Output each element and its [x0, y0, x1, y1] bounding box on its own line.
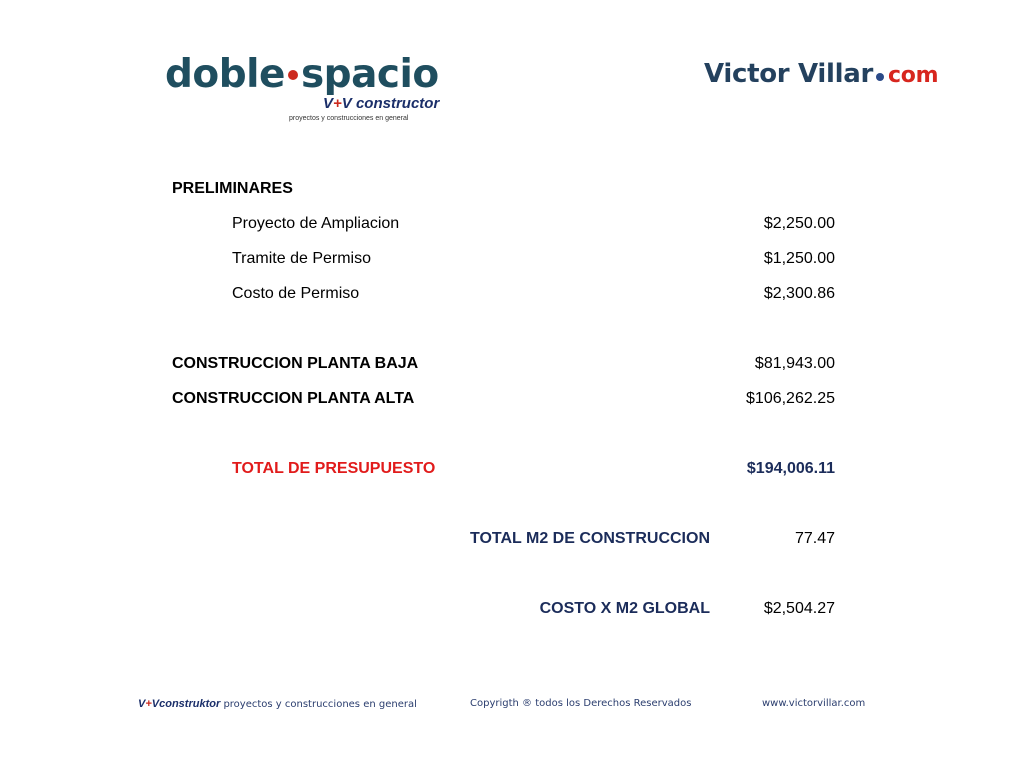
footer-brand [138, 697, 417, 712]
planta-baja-amount: $81,943.00 [754, 355, 835, 372]
planta-baja-label: CONSTRUCCION PLANTA BAJA [172, 355, 419, 372]
line-item-label: Proyecto de Ampliacion [232, 215, 400, 232]
line-item-amount: $1,250.00 [763, 250, 835, 267]
line-item-label: Tramite de Permiso [232, 250, 371, 267]
logo-dot-icon [288, 70, 298, 80]
footer-brand-logo: V+Vconstruktor [138, 698, 221, 710]
planta-alta-label: CONSTRUCCION PLANTA ALTA [172, 390, 415, 407]
doblespacio-wordmark: doble spacio [165, 52, 439, 97]
total-presupuesto-label: TOTAL DE PRESUPUESTO [232, 460, 436, 477]
total-m2-value: 77.47 [794, 530, 835, 547]
costo-m2-label: COSTO X M2 GLOBAL [539, 600, 710, 617]
total-presupuesto-amount: $194,006.11 [746, 460, 835, 477]
costo-m2-amount: $2,504.27 [763, 600, 835, 617]
preliminares-heading: PRELIMINARES [172, 180, 293, 197]
victorvillar-logo [704, 58, 939, 98]
line-item-amount: $2,300.86 [763, 285, 835, 302]
footer-website-link[interactable]: www.victorvillar.com [762, 698, 866, 709]
line-item-label: Costo de Permiso [232, 285, 360, 302]
footer-copyright: Copyrigth ® todos los Derechos Reservados [470, 698, 692, 709]
planta-alta-amount: $106,262.25 [746, 390, 835, 407]
footer-tagline: proyectos y construcciones en general [223, 699, 417, 710]
logo-tagline: proyectos y construcciones en general [289, 115, 409, 122]
line-item-amount: $2,250.00 [763, 215, 835, 232]
victorvillar-wordmark: Victor Villar [704, 59, 874, 89]
total-m2-label: TOTAL M2 DE CONSTRUCCION [469, 530, 710, 547]
com-suffix: com [888, 63, 939, 88]
logo-dot-icon [876, 73, 884, 81]
doblespacio-logo [165, 52, 440, 127]
vv-constructor-label: V+V constructor [323, 95, 440, 112]
